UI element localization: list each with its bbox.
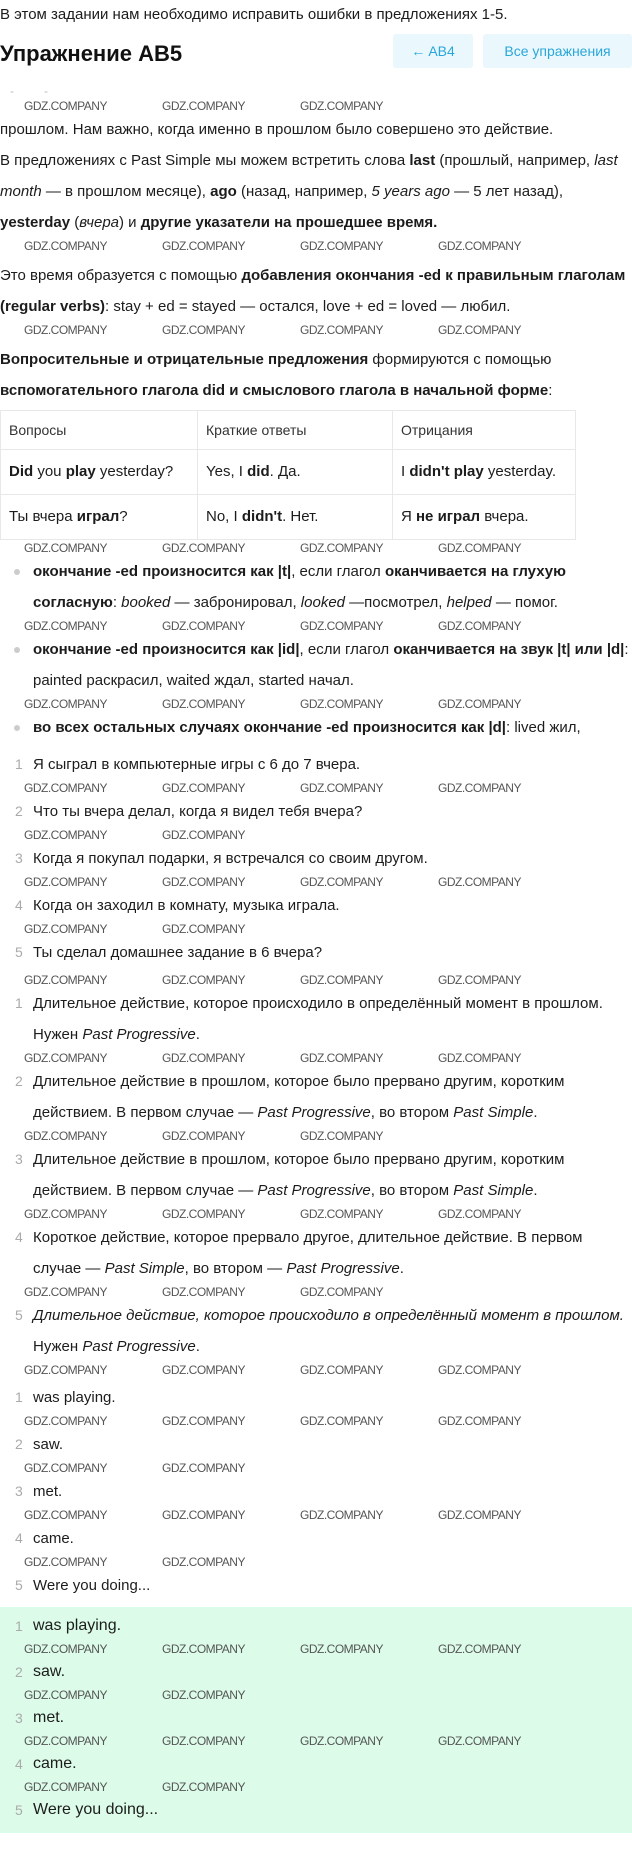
explanation-text: . — [195, 1026, 200, 1043]
theory-paragraph-2: Это время образуется с помощью добавления окончания -ed к правильным глаголам (regular verbs): stay + ed = stayed — остался, love + ed = loved — любил. — [0, 267, 626, 315]
explanation-text: Длительное действие в прошлом, которое было прервано другим, коротким действием. В первом случае — — [33, 1151, 565, 1199]
bullet-item: окончание -ed произносится как |t|, если глагол оканчивается на глухую согласную: booked — забронировал, looked —посмотрел, helped — помог. — [0, 556, 632, 618]
watermark-text: GDZ.COMPANY — [24, 323, 107, 337]
list-item — [0, 988, 632, 1050]
sentences-list — [0, 749, 632, 968]
table-cell: Did you play yesterday? — [1, 450, 198, 495]
answers-list — [0, 1382, 632, 1601]
watermark-text: GDZ.COMPANY — [162, 1461, 245, 1475]
list-number: 4 — [15, 1229, 23, 1245]
watermark-row — [0, 696, 632, 712]
watermark-text: GDZ.COMPANY — [24, 1734, 107, 1748]
watermark-row — [0, 238, 632, 254]
bullet-icon — [14, 569, 20, 575]
table-header-row — [1, 411, 576, 450]
list-number: 2 — [15, 1436, 23, 1452]
watermark-text: GDZ.COMPANY — [162, 1285, 245, 1299]
watermark-row — [0, 780, 632, 796]
watermark-row — [0, 1733, 632, 1749]
explanation-text: . — [195, 1338, 200, 1355]
watermark-text: GDZ.COMPANY — [24, 1285, 107, 1299]
watermark-text: GDZ.COMPANY — [162, 1129, 245, 1143]
watermark-text: GDZ.COMPANY — [300, 323, 383, 337]
watermark-text: GDZ.COMPANY — [162, 1363, 245, 1377]
watermark-text: GDZ.COMPANY — [24, 973, 107, 987]
watermark-text: GDZ.COMPANY — [300, 1734, 383, 1748]
watermark-text: GDZ.COMPANY — [24, 875, 107, 889]
table-row — [1, 450, 576, 495]
list-item — [0, 1300, 632, 1362]
watermark-text: GDZ.COMPANY — [24, 239, 107, 253]
list-number: 5 — [15, 944, 23, 960]
watermark-row — [0, 972, 632, 988]
explanation-text: . — [399, 1260, 404, 1277]
list-item-text: saw. — [33, 1436, 64, 1453]
list-number: 1 — [15, 1618, 23, 1634]
list-item — [0, 1222, 632, 1284]
watermark-text: GDZ.COMPANY — [162, 1688, 245, 1702]
theory-paragraph-3: Вопросительные и отрицательные предложения формируются с помощью вспомогательного глагола did и смыслового глагола в начальной форме: — [0, 351, 553, 399]
bullet-item: во всех остальных случаях окончание -ed произносится как |d|: lived жил, — [0, 712, 632, 743]
list-item-text: was playing. — [33, 1389, 116, 1406]
watermark-text: GDZ.COMPANY — [300, 1642, 383, 1656]
bullet-icon — [14, 647, 20, 653]
list-item — [0, 1703, 632, 1733]
watermark-text: GDZ.COMPANY — [24, 922, 107, 936]
watermark-row — [0, 98, 632, 114]
list-item-text: met. — [33, 1483, 63, 1500]
watermark-text: GDZ.COMPANY — [438, 239, 521, 253]
explanation-text: Past Progressive — [286, 1260, 400, 1277]
list-number: 1 — [15, 1389, 23, 1405]
list-item — [0, 1611, 632, 1641]
watermark-text: GDZ.COMPANY — [438, 1363, 521, 1377]
watermark-text: GDZ.COMPANY — [438, 1734, 521, 1748]
watermark-text: GDZ.COMPANY — [24, 1363, 107, 1377]
explanation-text: Past Progressive — [257, 1182, 371, 1199]
list-item-text: Ты сделал домашнее задание в 6 вчера? — [33, 944, 323, 961]
watermark-text: GDZ.COMPANY — [300, 1285, 383, 1299]
watermark-text: GDZ.COMPANY — [24, 1051, 107, 1065]
list-item — [0, 1429, 632, 1460]
watermark-text: GDZ.COMPANY — [438, 1207, 521, 1221]
list-item — [0, 1749, 632, 1779]
watermark-text: GDZ.COMPANY — [300, 875, 383, 889]
list-item-text: met. — [33, 1709, 65, 1726]
watermark-row — [0, 1050, 632, 1066]
watermark-text: GDZ.COMPANY — [162, 973, 245, 987]
watermark-text: GDZ.COMPANY — [162, 541, 245, 555]
explanation-text: , во втором — — [184, 1260, 287, 1277]
watermark-text: GDZ.COMPANY — [24, 697, 107, 711]
watermark-row — [0, 618, 632, 634]
watermark-row — [0, 921, 632, 937]
list-item-text: Когда он заходил в комнату, музыка играла. — [33, 897, 340, 914]
list-item — [0, 937, 632, 968]
watermark-text: GDZ.COMPANY — [162, 1414, 245, 1428]
watermark-text: GDZ.COMPANY — [300, 1051, 383, 1065]
watermark-text: GDZ.COMPANY — [438, 541, 521, 555]
watermark-text: GDZ.COMPANY — [24, 99, 107, 113]
list-item — [0, 843, 632, 874]
cut-off-line: - - — [0, 84, 48, 98]
list-item — [0, 796, 632, 827]
watermark-text: GDZ.COMPANY — [162, 1642, 245, 1656]
watermark-row — [0, 540, 632, 556]
watermark-text: GDZ.COMPANY — [162, 875, 245, 889]
watermark-text: GDZ.COMPANY — [24, 1129, 107, 1143]
watermark-text: GDZ.COMPANY — [300, 697, 383, 711]
watermark-text: GDZ.COMPANY — [24, 1780, 107, 1794]
watermark-text: GDZ.COMPANY — [300, 1129, 383, 1143]
watermark-row — [0, 322, 632, 338]
page-title: Упражнение AB5 — [0, 41, 183, 66]
watermark-text: GDZ.COMPANY — [162, 1555, 245, 1569]
table-cell: Yes, I did. Да. — [198, 450, 393, 495]
watermark-row — [0, 1687, 632, 1703]
list-number: 4 — [15, 897, 23, 913]
watermark-text: GDZ.COMPANY — [300, 1414, 383, 1428]
explanation-text: Короткое действие, которое прервало другое, длительное действие. В первом случае — — [33, 1229, 583, 1277]
watermark-text: GDZ.COMPANY — [24, 1461, 107, 1475]
explanation-text: Past Simple — [104, 1260, 185, 1277]
correct-answers-box — [0, 1607, 632, 1833]
watermark-text: GDZ.COMPANY — [162, 1734, 245, 1748]
list-item — [0, 1066, 632, 1128]
explanation-text: Past Progressive — [257, 1104, 371, 1121]
watermark-text: GDZ.COMPANY — [24, 1414, 107, 1428]
watermark-text: GDZ.COMPANY — [438, 619, 521, 633]
column-header: Отрицания — [393, 411, 576, 450]
watermark-row — [0, 1206, 632, 1222]
watermark-text: GDZ.COMPANY — [24, 1642, 107, 1656]
explanation-text: , во втором — [370, 1104, 454, 1121]
list-number: 4 — [15, 1530, 23, 1546]
watermark-row — [0, 827, 632, 843]
explanation-text: Длительное действие, которое происходило в определённый момент в прошлом. Нужен — [33, 995, 603, 1043]
watermark-text: GDZ.COMPANY — [162, 781, 245, 795]
watermark-row — [0, 874, 632, 890]
watermark-text: GDZ.COMPANY — [300, 1508, 383, 1522]
watermark-text: GDZ.COMPANY — [24, 541, 107, 555]
list-number: 2 — [15, 803, 23, 819]
list-item — [0, 1144, 632, 1206]
explanation-text: , во втором — [370, 1182, 454, 1199]
explanation-text: Past Simple — [453, 1104, 534, 1121]
list-item-text: saw. — [33, 1663, 66, 1680]
list-item — [0, 1795, 632, 1825]
watermark-text: GDZ.COMPANY — [300, 973, 383, 987]
list-number: 3 — [15, 1710, 23, 1726]
table-row — [1, 495, 576, 540]
explanation-text: Past Progressive — [82, 1338, 196, 1355]
list-number: 5 — [15, 1577, 23, 1593]
watermark-row — [0, 1554, 632, 1570]
explanation-text: Past Simple — [453, 1182, 534, 1199]
theory-paragraph-1: прошлом. Нам важно, когда именно в прошлом было совершено это действие. В предложениях с Past Simple мы можем встретить слова last (прошлый, например, last month — в прошлом месяце), ago (назад, например, 5 years ago — 5 лет назад), yesterday (вчера) и другие указатели на прошедшее время. — [0, 121, 618, 231]
watermark-text: GDZ.COMPANY — [162, 697, 245, 711]
watermark-row — [0, 1507, 632, 1523]
explanation-text: . — [533, 1104, 538, 1121]
column-header: Вопросы — [1, 411, 198, 450]
list-item-text: Когда я покупал подарки, я встречался со своим другом. — [33, 850, 428, 867]
watermark-row — [0, 1641, 632, 1657]
list-item-text: came. — [33, 1530, 74, 1547]
watermark-row — [0, 1284, 632, 1300]
list-item — [0, 890, 632, 921]
list-item-text: was playing. — [33, 1617, 122, 1634]
explanation-text: . — [533, 1182, 538, 1199]
watermark-text: GDZ.COMPANY — [438, 1414, 521, 1428]
list-number: 2 — [15, 1664, 23, 1680]
list-number: 5 — [15, 1802, 23, 1818]
watermark-text: GDZ.COMPANY — [162, 323, 245, 337]
watermark-text: GDZ.COMPANY — [438, 1508, 521, 1522]
watermark-text: GDZ.COMPANY — [438, 973, 521, 987]
list-item — [0, 749, 632, 780]
explanation-text: Нужен — [33, 1338, 83, 1355]
explanation-text: Длительное действие в прошлом, которое было прервано другим, коротким действием. В первом случае — — [33, 1073, 565, 1121]
list-item-text: Что ты вчера делал, когда я видел тебя вчера? — [33, 803, 363, 820]
watermark-text: GDZ.COMPANY — [162, 1780, 245, 1794]
watermark-text: GDZ.COMPANY — [438, 697, 521, 711]
list-number: 5 — [15, 1307, 23, 1323]
watermark-text: GDZ.COMPANY — [300, 541, 383, 555]
watermark-text: GDZ.COMPANY — [438, 323, 521, 337]
page-header — [0, 34, 632, 84]
watermark-text: GDZ.COMPANY — [162, 828, 245, 842]
watermark-text: GDZ.COMPANY — [162, 99, 245, 113]
table-cell: I didn't play yesterday. — [393, 450, 576, 495]
all-exercises-button[interactable]: Все упражнения — [483, 34, 632, 68]
watermark-row — [0, 1413, 632, 1429]
watermark-text: GDZ.COMPANY — [162, 922, 245, 936]
watermark-text: GDZ.COMPANY — [24, 1555, 107, 1569]
question-forms-table — [0, 410, 576, 540]
explanation-text: Длительное действие, которое происходило в определённый момент в прошлом. — [33, 1307, 624, 1324]
watermark-text: GDZ.COMPANY — [300, 1207, 383, 1221]
watermark-text: GDZ.COMPANY — [24, 1207, 107, 1221]
list-number: 3 — [15, 1151, 23, 1167]
list-number: 4 — [15, 1756, 23, 1772]
list-item-text: Were you doing... — [33, 1801, 159, 1818]
bullet-item: окончание -ed произносится как |id|, если глагол оканчивается на звук |t| или |d|: painted раскрасил, waited ждал, started начал. — [0, 634, 632, 696]
watermark-text: GDZ.COMPANY — [24, 781, 107, 795]
list-number: 2 — [15, 1073, 23, 1089]
watermark-row — [0, 1779, 632, 1795]
table-cell: Ты вчера играл? — [1, 495, 198, 540]
bullet-icon — [14, 725, 20, 731]
explanation-text: Past Progressive — [82, 1026, 196, 1043]
watermark-text: GDZ.COMPANY — [438, 1051, 521, 1065]
watermark-text: GDZ.COMPANY — [24, 828, 107, 842]
list-number: 1 — [15, 756, 23, 772]
watermark-text: GDZ.COMPANY — [162, 1051, 245, 1065]
watermark-text: GDZ.COMPANY — [300, 239, 383, 253]
intro-text: В этом задании нам необходимо исправить ошибки в предложениях 1-5. — [0, 6, 508, 23]
watermark-text: GDZ.COMPANY — [24, 1688, 107, 1702]
prev-exercise-button[interactable]: ← AB4 — [393, 34, 473, 68]
watermark-text: GDZ.COMPANY — [24, 619, 107, 633]
watermark-text: GDZ.COMPANY — [438, 781, 521, 795]
list-item-text: came. — [33, 1755, 77, 1772]
watermark-text: GDZ.COMPANY — [300, 1363, 383, 1377]
list-number: 1 — [15, 995, 23, 1011]
watermark-text: GDZ.COMPANY — [162, 619, 245, 633]
list-item — [0, 1476, 632, 1507]
explanations-list — [0, 972, 632, 1378]
watermark-text: GDZ.COMPANY — [162, 1508, 245, 1522]
list-item — [0, 1382, 632, 1413]
watermark-row — [0, 1460, 632, 1476]
watermark-text: GDZ.COMPANY — [24, 1508, 107, 1522]
watermark-text: GDZ.COMPANY — [162, 239, 245, 253]
table-cell: No, I didn't. Нет. — [198, 495, 393, 540]
watermark-text: GDZ.COMPANY — [300, 99, 383, 113]
list-number: 3 — [15, 1483, 23, 1499]
watermark-row — [0, 1128, 632, 1144]
list-item-text: Were you doing... — [33, 1577, 151, 1594]
watermark-row — [0, 1362, 632, 1378]
list-item — [0, 1523, 632, 1554]
list-item — [0, 1657, 632, 1687]
list-number: 3 — [15, 850, 23, 866]
watermark-text: GDZ.COMPANY — [300, 781, 383, 795]
watermark-text: GDZ.COMPANY — [300, 619, 383, 633]
watermark-text: GDZ.COMPANY — [438, 1642, 521, 1656]
watermark-text: GDZ.COMPANY — [438, 875, 521, 889]
column-header: Краткие ответы — [198, 411, 393, 450]
watermark-text: GDZ.COMPANY — [162, 1207, 245, 1221]
list-item — [0, 1570, 632, 1601]
list-item-text: Я сыграл в компьютерные игры с 6 до 7 вчера. — [33, 756, 361, 773]
table-cell: Я не играл вчера. — [393, 495, 576, 540]
